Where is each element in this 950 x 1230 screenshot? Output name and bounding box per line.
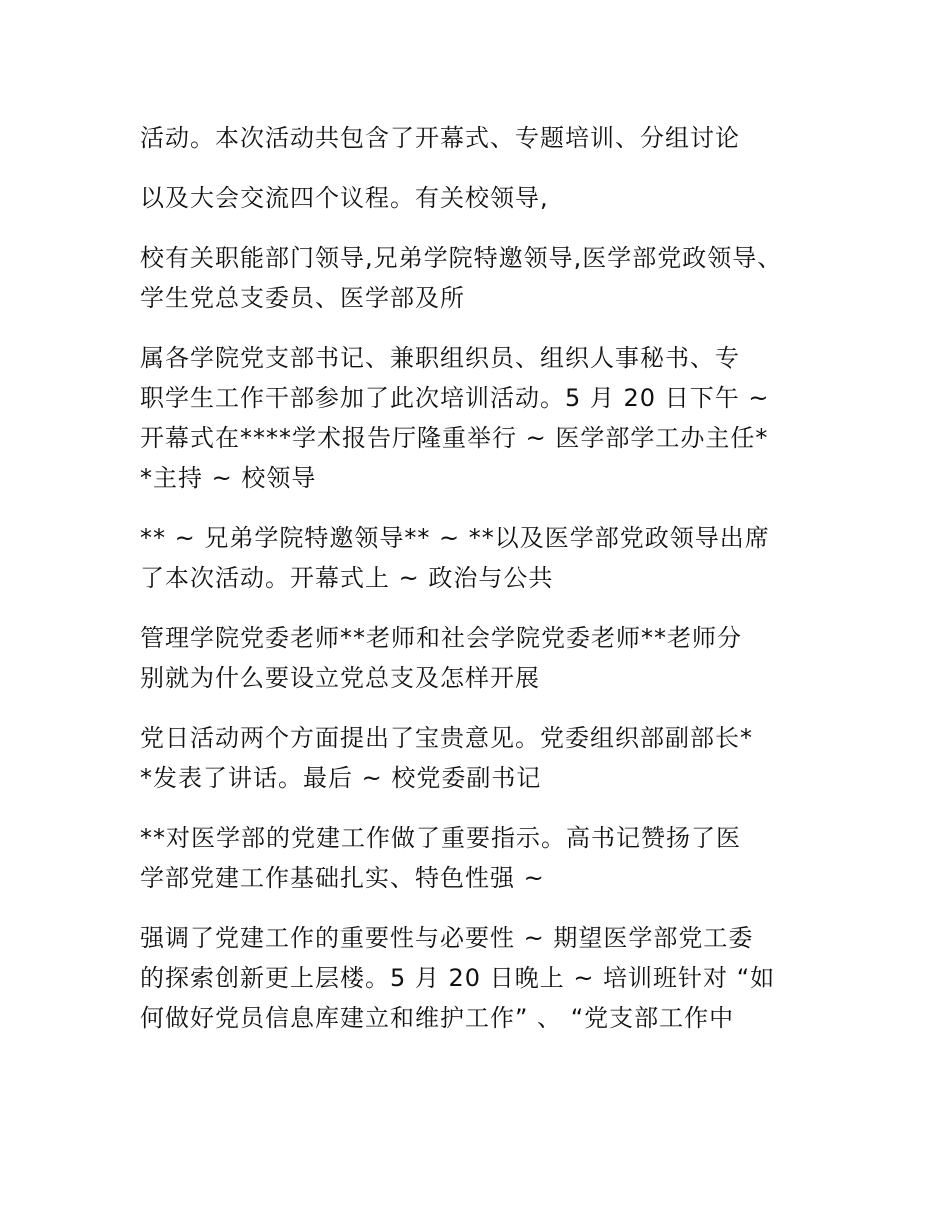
paragraph-2 xyxy=(140,178,820,218)
text-line: *主持 ~ 校领导 xyxy=(140,464,317,492)
document-body xyxy=(140,118,820,1058)
text-line: 管理学院党委老师**老师和社会学院党委老师**老师分 xyxy=(140,624,742,652)
paragraph-1 xyxy=(140,118,820,158)
text-line: **对医学部的党建工作做了重要指示。高书记赞扬了医 xyxy=(140,824,741,852)
paragraph-4 xyxy=(140,338,820,498)
paragraph-3 xyxy=(140,238,820,318)
text-line: 职学生工作干部参加了此次培训活动。5 月 20 日下午 ~ xyxy=(140,384,770,412)
text-line: 别就为什么要设立党总支及怎样开展 xyxy=(140,664,540,692)
text-line: 学部党建工作基础扎实、特色性强 ~ xyxy=(140,864,545,892)
text-line: 强调了党建工作的重要性与必要性 ~ 期望医学部党工委 xyxy=(140,924,754,952)
paragraph-9 xyxy=(140,918,820,1038)
text-line: 学生党总支委员、医学部及所 xyxy=(140,284,465,312)
text-line: 校有关职能部门领导,兄弟学院特邀领导,医学部党政领导、 xyxy=(140,244,783,272)
text-line: 以及大会交流四个议程。有关校领导, xyxy=(140,184,549,212)
text-line: 的探索创新更上层楼。5 月 20 日晚上 ~ 培训班针对 “如 xyxy=(140,964,776,992)
paragraph-6 xyxy=(140,618,820,698)
paragraph-5 xyxy=(140,518,820,598)
text-line: 属各学院党支部书记、兼职组织员、组织人事秘书、专 xyxy=(140,344,740,372)
paragraph-8 xyxy=(140,818,820,898)
text-line: 党日活动两个方面提出了宝贵意见。党委组织部副部长* xyxy=(140,724,753,752)
text-line: 何做好党员信息库建立和维护工作” 、 “党支部工作中 xyxy=(140,1004,735,1032)
text-line: 活动。本次活动共包含了开幕式、专题培训、分组讨论 xyxy=(140,124,740,152)
paragraph-7 xyxy=(140,718,820,798)
text-line: ** ~ 兄弟学院特邀领导** ~ **以及医学部党政领导出席 xyxy=(140,524,770,552)
text-line: *发表了讲话。最后 ~ 校党委副书记 xyxy=(140,764,542,792)
text-line: 开幕式在****学术报告厅隆重举行 ~ 医学部学工办主任* xyxy=(140,424,769,452)
text-line: 了本次活动。开幕式上 ~ 政治与公共 xyxy=(140,564,554,592)
